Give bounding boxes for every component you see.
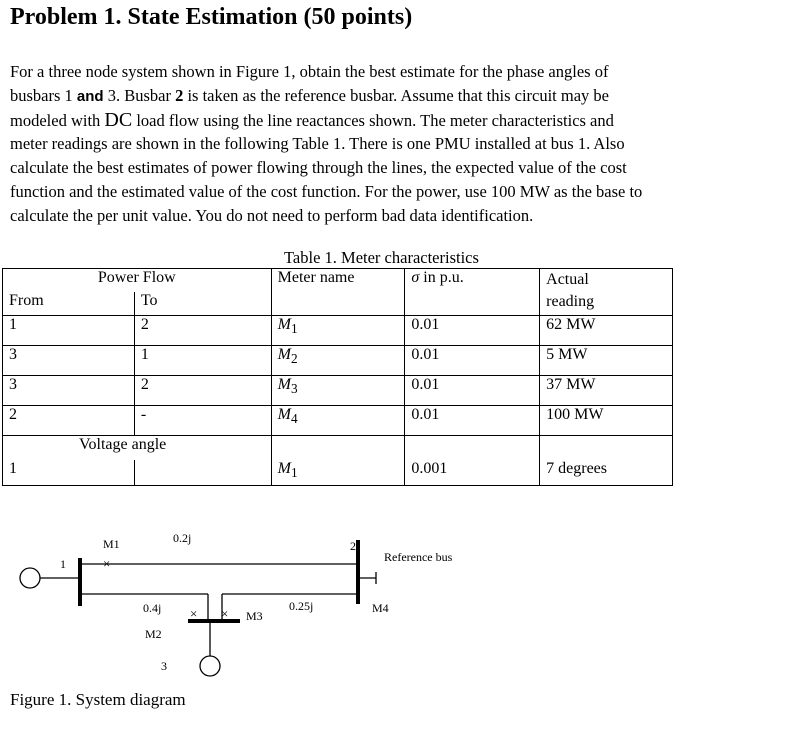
sigma-cell: 0.01 [405,406,540,436]
from-cell: 1 [3,316,135,346]
voltage-angle-label: Voltage angle [3,436,272,460]
statement-line: modeled with DC load flow using the line reactances shown. The meter characteristics and [10,108,614,131]
bus-cell: 1 [3,460,135,486]
table-caption: Table 1. Meter characteristics [284,248,479,267]
reading-cell: 62 MW [540,316,673,346]
meter-m1-icon: × [103,556,111,571]
meter-cell: $M_4$ [271,406,405,436]
to-cell: 1 [134,346,271,376]
table-row [3,316,673,346]
actual-reading-header: Actual reading [540,269,673,316]
reading-cell: 5 MW [540,346,673,376]
meter-name-header: Meter name [271,269,405,292]
statement-line: busbars 1 and 3. Busbar 2 is taken as the reference busbar. Assume that this circuit may be [10,85,610,105]
from-cell: 2 [3,406,135,436]
reading-cell: 37 MW [540,376,673,406]
reading-cell: 100 MW [540,406,673,436]
to-header: To [134,292,271,316]
reactance-12-label: 0.2j [173,531,192,545]
meter-cell: $M_1$ [271,316,405,346]
statement-line: For a three node system shown in Figure 1, obtain the best estimate for the phase angles of [10,62,609,81]
table-row [3,376,673,406]
from-header: From [3,292,135,316]
generator-bus3-icon [200,656,220,676]
table-row [3,406,673,436]
voltage-angle-row [3,436,673,460]
sigma-header: σ in p.u. [405,269,540,292]
meter-m3-icon: × [221,606,229,621]
to-cell: - [134,406,271,436]
bus1-label: 1 [60,557,66,571]
to-cell: 2 [134,316,271,346]
meter-m3-label: M3 [246,609,263,623]
from-cell: 3 [3,376,135,406]
to-cell: 2 [134,376,271,406]
problem-title: Problem 1. State Estimation (50 points) [10,4,413,30]
statement-line: meter readings are shown in the following Table 1. There is one PMU installed at bus 1. Also [10,134,625,154]
reading-cell: 7 degrees [540,460,673,486]
sigma-cell: 0.01 [405,376,540,406]
meter-table [2,268,673,486]
bus3-label: 3 [161,659,167,673]
meter-m1-label: M1 [103,537,120,551]
reactance-23-label: 0.25j [289,599,314,613]
statement-line: calculate the best estimates of power flowing through the lines, the expected value of the cost [10,158,627,178]
from-cell: 3 [3,346,135,376]
meter-cell: $M_3$ [271,376,405,406]
statement-line: calculate the per unit value. You do not need to perform bad data identification. [10,205,534,225]
sigma-cell: 0.01 [405,316,540,346]
sigma-cell: 0.001 [405,460,540,486]
reactance-13-label: 0.4j [143,601,162,615]
generator-bus1-icon [20,568,40,588]
meter-m2-icon: × [190,606,198,621]
table-row [3,346,673,376]
power-flow-header: Power Flow [3,269,272,292]
meter-cell: $M_2$ [271,346,405,376]
table-row [3,460,673,486]
statement-line: function and the estimated value of the cost function. For the power, use 100 MW as the base to [10,181,643,201]
reference-bus-label: Reference bus [384,550,453,564]
table-header-row [3,269,673,292]
bus2-label: 2 [350,539,356,553]
meter-cell: $M_1$ [271,460,405,486]
meter-m2-label: M2 [145,627,162,641]
system-diagram [0,520,480,685]
figure-caption: Figure 1. System diagram [10,690,186,709]
sigma-cell: 0.01 [405,346,540,376]
problem-statement [10,60,790,228]
meter-m4-label: M4 [372,601,389,615]
